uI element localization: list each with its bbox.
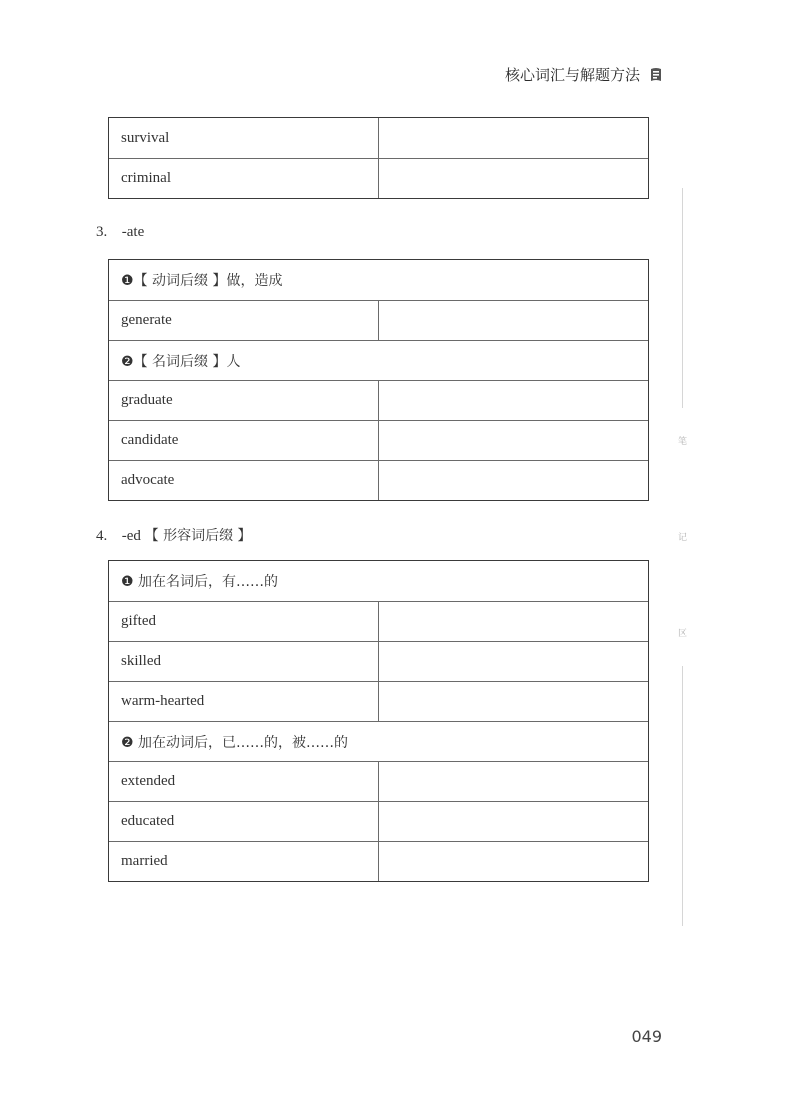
table-row [109,118,648,158]
subheading-row: ❷【 名词后缀 】人 [109,340,648,380]
notes-divider-top [682,188,683,408]
section-label-cn: 【 形容词后缀 】 [144,528,252,544]
subheading-row: ❷ 加在动词后，已……的，被……的 [109,721,648,761]
answer-cell [379,842,648,881]
word-cell: advocate [109,461,379,500]
page-number: 049 [631,1027,662,1046]
section-heading-3 [96,224,144,241]
subheading-row: ❶【 动词后缀 】做，造成 [121,273,283,289]
section-number: 3. [96,224,108,240]
word-cell: extended [109,762,379,801]
answer-cell [379,381,648,420]
answer-cell [379,118,648,158]
answer-cell [379,642,648,681]
vocab-table-ate [108,259,649,501]
table-row [109,460,648,500]
answer-cell [379,762,648,801]
book-badge-icon [650,67,662,83]
subheading-row: ❶ 加在名词后，有……的 [121,574,279,590]
section-heading-4 [96,525,252,545]
word-cell: gifted [109,602,379,641]
answer-cell [379,682,648,721]
answer-cell [379,802,648,841]
table-row [109,601,648,641]
word-cell: graduate [109,381,379,420]
notes-divider-bottom [682,666,683,926]
word-cell: skilled [109,642,379,681]
section-label: -ed [121,528,141,544]
table-row [109,641,648,681]
table-row [109,300,648,340]
table-row [109,841,648,881]
answer-cell [379,602,648,641]
word-cell: educated [109,802,379,841]
answer-cell [379,159,648,198]
section-label: -ate [121,224,145,240]
notes-char: 区 [678,629,688,639]
word-cell: survival [109,118,379,158]
word-cell: criminal [109,159,379,198]
answer-cell [379,421,648,460]
word-cell: generate [109,301,379,340]
table-row [109,380,648,420]
table-row [109,420,648,460]
word-cell: married [109,842,379,881]
answer-cell [379,461,648,500]
header-title: 核心词汇与解题方法 [504,66,640,84]
table-row [109,681,648,721]
table-row [109,801,648,841]
table-row [109,158,648,198]
table-row [109,761,648,801]
section-number: 4. [96,528,108,544]
answer-cell [379,301,648,340]
word-cell: candidate [109,421,379,460]
page-header [505,64,662,85]
vocab-table-ed [108,560,649,882]
notes-char: 笔 [678,437,688,447]
word-cell: warm-hearted [109,682,379,721]
notes-char: 记 [678,533,688,543]
vocab-table-1 [108,117,649,199]
